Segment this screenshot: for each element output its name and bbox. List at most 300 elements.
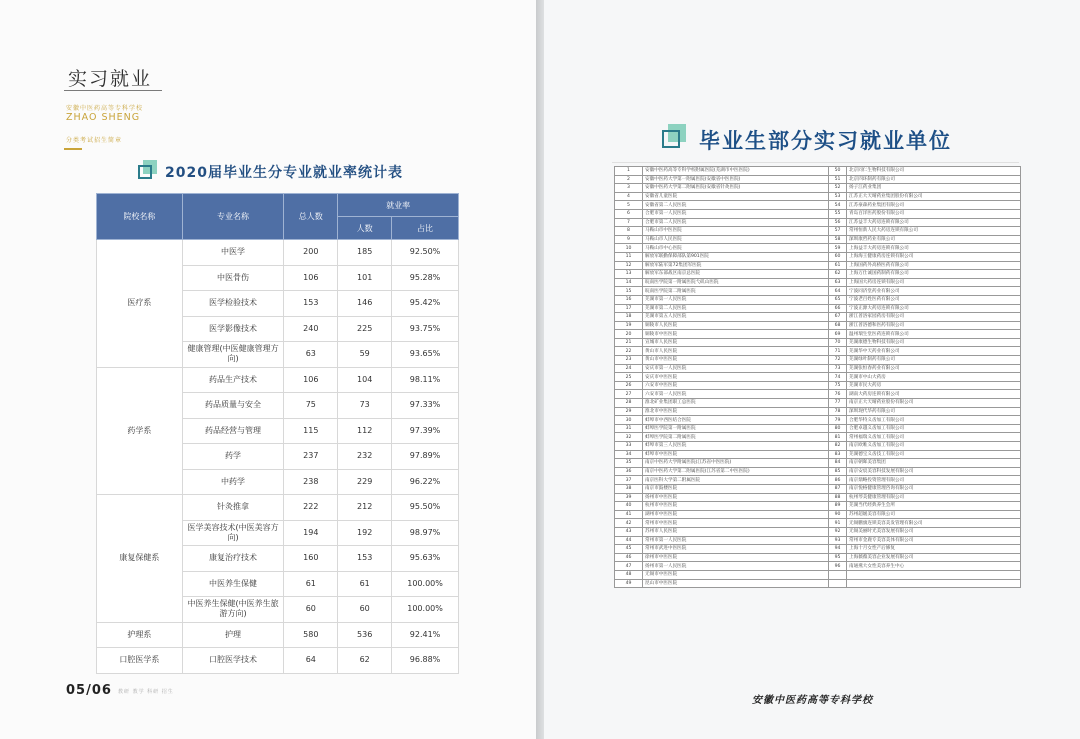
unit-name: 南京朝晖美容集团 [847, 459, 1021, 468]
unit-number: 89 [829, 502, 847, 511]
section-title: 实习就业 [68, 68, 153, 90]
unit-name: 常州市金鹿专美容美体有限公司 [847, 536, 1021, 545]
unit-name: 南京市鼓楼医院 [643, 484, 829, 493]
unit-name: 合肥华特义齿加工有限公司 [847, 416, 1021, 425]
table-row [615, 399, 1021, 408]
unit-name: 南京正大天晴药业股份有限公司 [847, 399, 1021, 408]
unit-number: 3 [615, 184, 643, 193]
unit-name: 芜湖市第一人民医院 [643, 295, 829, 304]
unit-number: 9 [615, 235, 643, 244]
unit-number: 45 [615, 545, 643, 554]
unit-number: 86 [829, 476, 847, 485]
unit-number: 2 [615, 175, 643, 184]
total-cell: 60 [284, 597, 338, 623]
major-cell: 康复治疗技术 [182, 546, 284, 572]
unit-number: 36 [615, 467, 643, 476]
unit-name: 蚌埠医学院第二附属医院 [643, 433, 829, 442]
table-row [615, 175, 1021, 184]
unit-number: 49 [615, 579, 643, 588]
unit-name: 北京四环制药有限公司 [847, 175, 1021, 184]
unit-number: 43 [615, 527, 643, 536]
unit-name: 铜陵市人民医院 [643, 321, 829, 330]
major-cell: 口腔医学技术 [182, 648, 284, 674]
unit-number: 34 [615, 450, 643, 459]
unit-name: 芜湖张恒春药业有限公司 [847, 364, 1021, 373]
unit-number: 76 [829, 390, 847, 399]
unit-number: 66 [829, 304, 847, 313]
unit-number: 10 [615, 244, 643, 253]
ratio-cell: 93.65% [392, 342, 459, 368]
count-cell: 225 [338, 316, 392, 342]
unit-number: 12 [615, 261, 643, 270]
total-cell: 160 [284, 546, 338, 572]
unit-name: 合肥市第一人民医院 [643, 209, 829, 218]
unit-name: 南京安宸美容科技发展有限公司 [847, 467, 1021, 476]
section-divider [64, 90, 162, 91]
major-cell: 药品生产技术 [182, 367, 284, 393]
table-row [615, 201, 1021, 210]
unit-name: 杭州市中医医院 [643, 502, 829, 511]
unit-name: 皖南医学院第一附属医院弋矶山医院 [643, 278, 829, 287]
unit-name: 江苏豪森药业集团有限公司 [847, 201, 1021, 210]
unit-number: 80 [829, 424, 847, 433]
unit-number: 21 [615, 338, 643, 347]
unit-number [829, 570, 847, 579]
unit-number: 77 [829, 399, 847, 408]
header-dept: 院校名称 [97, 194, 183, 240]
unit-number: 91 [829, 519, 847, 528]
unit-number: 62 [829, 270, 847, 279]
unit-name: 常州市中医医院 [643, 519, 829, 528]
unit-number: 23 [615, 356, 643, 365]
school-name-small: 安徽中医药高等专科学校 [66, 105, 144, 112]
unit-name: 扬子江药业集团 [847, 184, 1021, 193]
unit-number: 78 [829, 407, 847, 416]
table-row [615, 390, 1021, 399]
unit-name: 常州市武进中医医院 [643, 545, 829, 554]
unit-name: 南通燕大女性美容养生中心 [847, 562, 1021, 571]
total-cell: 75 [284, 393, 338, 419]
major-cell: 医学检验技术 [182, 291, 284, 317]
unit-number: 64 [829, 287, 847, 296]
major-cell: 中医骨伤 [182, 265, 284, 291]
unit-name: 常州市第一人民医院 [643, 536, 829, 545]
unit-name: 徐州市中医医院 [643, 553, 829, 562]
ratio-cell: 96.88% [392, 648, 459, 674]
table-row [615, 459, 1021, 468]
table-row [97, 622, 459, 648]
count-cell: 73 [338, 393, 392, 419]
count-cell: 185 [338, 240, 392, 266]
unit-number: 25 [615, 373, 643, 382]
footer-tags: 教研 教学 科研 招生 [118, 689, 174, 695]
unit-name: 上海十月女性产后修复 [847, 545, 1021, 554]
unit-number: 58 [829, 235, 847, 244]
header-count: 人数 [338, 217, 392, 240]
major-cell: 针灸推拿 [182, 495, 284, 521]
total-cell: 222 [284, 495, 338, 521]
unit-name: 芜湖市民大药房 [847, 381, 1021, 390]
unit-name: 安徽中医药大学第一附属医院(安徽省中医医院) [643, 175, 829, 184]
table-row [615, 570, 1021, 579]
unit-number: 15 [615, 287, 643, 296]
table-row [615, 381, 1021, 390]
unit-name: 安徽省第二人民医院 [643, 201, 829, 210]
unit-name: 杭州琴美健康管理有限公司 [847, 493, 1021, 502]
table-row [615, 338, 1021, 347]
unit-number: 30 [615, 416, 643, 425]
unit-number: 29 [615, 407, 643, 416]
unit-number: 96 [829, 562, 847, 571]
unit-name: 南京鼎略投资管理有限公司 [847, 476, 1021, 485]
total-cell: 194 [284, 520, 338, 546]
table-row [615, 553, 1021, 562]
unit-name: 上海益丰大药房连锁有限公司 [847, 244, 1021, 253]
unit-name: 铜陵市中医医院 [643, 330, 829, 339]
unit-number: 93 [829, 536, 847, 545]
header-total: 总人数 [284, 194, 338, 240]
unit-name: 上海万仕诚国药制药有限公司 [847, 270, 1021, 279]
table-row [615, 433, 1021, 442]
count-cell: 112 [338, 418, 392, 444]
dept-cell: 康复保健系 [97, 495, 183, 623]
unit-name: 宁波正源大药房连锁有限公司 [847, 304, 1021, 313]
unit-number: 61 [829, 261, 847, 270]
unit-name: 宁波同济堂药业有限公司 [847, 287, 1021, 296]
major-cell: 药品经营与管理 [182, 418, 284, 444]
ratio-cell: 97.89% [392, 444, 459, 470]
table-row [615, 519, 1021, 528]
ratio-cell: 100.00% [392, 571, 459, 597]
unit-name: 马鞍山市人民医院 [643, 235, 829, 244]
unit-number: 88 [829, 493, 847, 502]
unit-number: 13 [615, 270, 643, 279]
unit-number: 46 [615, 553, 643, 562]
table-row [615, 209, 1021, 218]
unit-name: 六安市第一人民医院 [643, 390, 829, 399]
unit-name: 蚌埠市第三人民医院 [643, 442, 829, 451]
unit-name: 昆山市中医医院 [643, 579, 829, 588]
unit-number: 67 [829, 313, 847, 322]
unit-name: 芜湖康德生物科技有限公司 [847, 338, 1021, 347]
table-row [615, 484, 1021, 493]
unit-name: 湖南大药房连锁有限公司 [847, 390, 1021, 399]
unit-name: 常州恒新人民大药房连锁有限公司 [847, 227, 1021, 236]
unit-name: 芜湖华中天药业有限公司 [847, 347, 1021, 356]
units-divider [612, 162, 1019, 163]
unit-number: 87 [829, 484, 847, 493]
unit-name: 安庆市第一人民医院 [643, 364, 829, 373]
page-number: 05/06 [66, 683, 112, 698]
unit-name: 上海薇薇美容企业发展有限公司 [847, 553, 1021, 562]
table-row [615, 356, 1021, 365]
unit-number: 82 [829, 442, 847, 451]
unit-name: 南京中医药大学第二附属医院(江苏省第二中医医院) [643, 467, 829, 476]
total-cell: 580 [284, 622, 338, 648]
unit-name: 青岛百洋医药股份有限公司 [847, 209, 1021, 218]
employment-rate-table [96, 193, 459, 674]
table-row [615, 270, 1021, 279]
ratio-cell: 92.50% [392, 240, 459, 266]
unit-name: 马鞍山市中心医院 [643, 244, 829, 253]
units-table [614, 166, 1021, 588]
unit-name: 北京同仁生物科技有限公司 [847, 167, 1021, 176]
ratio-cell: 95.50% [392, 495, 459, 521]
table-row [615, 373, 1021, 382]
header-rate: 就业率 [338, 194, 459, 217]
ratio-cell: 97.39% [392, 418, 459, 444]
table-row [615, 416, 1021, 425]
table-row [615, 287, 1021, 296]
total-cell: 115 [284, 418, 338, 444]
count-cell: 192 [338, 520, 392, 546]
table-row [615, 467, 1021, 476]
unit-name: 深圳康哲药业有限公司 [847, 235, 1021, 244]
unit-name: 上海国药外高桥医药有限公司 [847, 261, 1021, 270]
unit-number: 56 [829, 218, 847, 227]
unit-name: 扬州市中医医院 [643, 493, 829, 502]
unit-name: 解放军陆军第72集团军医院 [643, 261, 829, 270]
unit-number: 28 [615, 399, 643, 408]
unit-number: 35 [615, 459, 643, 468]
table-row [615, 184, 1021, 193]
unit-number: 63 [829, 278, 847, 287]
unit-name: 合肥卓越义齿加工有限公司 [847, 424, 1021, 433]
unit-number: 8 [615, 227, 643, 236]
unit-name: 江苏益丰大药房连锁有限公司 [847, 218, 1021, 227]
dept-cell: 护理系 [97, 622, 183, 648]
table-row [615, 192, 1021, 201]
unit-number: 47 [615, 562, 643, 571]
unit-name: 湖州市中医医院 [643, 510, 829, 519]
unit-name: 解放军联勤保障部队第901医院 [643, 252, 829, 261]
unit-number: 6 [615, 209, 643, 218]
table-row [615, 227, 1021, 236]
unit-number: 16 [615, 295, 643, 304]
major-cell: 健康管理(中医健康管理方向) [182, 342, 284, 368]
table-row [97, 495, 459, 521]
unit-name: 芜湖绿叶制药有限公司 [847, 356, 1021, 365]
table-row [615, 304, 1021, 313]
unit-name: 安徽省儿童医院 [643, 192, 829, 201]
major-cell: 中药学 [182, 469, 284, 495]
gold-divider [64, 148, 82, 150]
school-footer: 安徽中医药高等专科学校 [752, 695, 873, 706]
total-cell: 240 [284, 316, 338, 342]
unit-number: 20 [615, 330, 643, 339]
major-cell: 药品质量与安全 [182, 393, 284, 419]
table-row [615, 493, 1021, 502]
table-row [97, 648, 459, 674]
count-cell: 146 [338, 291, 392, 317]
table-row [615, 579, 1021, 588]
unit-number: 33 [615, 442, 643, 451]
unit-name: 合肥市第二人民医院 [643, 218, 829, 227]
unit-name: 宁波老百姓医药有限公司 [847, 295, 1021, 304]
total-cell: 63 [284, 342, 338, 368]
table-row [615, 295, 1021, 304]
unit-number: 17 [615, 304, 643, 313]
unit-number: 53 [829, 192, 847, 201]
dept-cell: 药学系 [97, 367, 183, 495]
unit-number: 5 [615, 201, 643, 210]
unit-number: 44 [615, 536, 643, 545]
unit-number: 18 [615, 313, 643, 322]
major-cell: 护理 [182, 622, 284, 648]
unit-number: 68 [829, 321, 847, 330]
unit-number: 22 [615, 347, 643, 356]
unit-name: 温州瑞生堂医药连锁有限公司 [847, 330, 1021, 339]
unit-name: 南京悦格健康管理咨询有限公司 [847, 484, 1021, 493]
table-row [615, 218, 1021, 227]
ratio-cell: 95.42% [392, 291, 459, 317]
table-row [615, 442, 1021, 451]
unit-name: 上海海王健康药房连锁有限公司 [847, 252, 1021, 261]
units-title-outline-square-icon [662, 130, 680, 148]
unit-number: 85 [829, 467, 847, 476]
count-cell: 212 [338, 495, 392, 521]
unit-number: 27 [615, 390, 643, 399]
unit-number: 69 [829, 330, 847, 339]
table-row [97, 240, 459, 266]
unit-number: 65 [829, 295, 847, 304]
zhao-sheng-label: ZHAO SHENG [66, 112, 141, 123]
table-row [615, 347, 1021, 356]
table-title: 2020届毕业生分专业就业率统计表 [165, 165, 403, 181]
table-row [97, 367, 459, 393]
unit-number: 37 [615, 476, 643, 485]
title-outline-square-icon [138, 165, 152, 179]
unit-number: 11 [615, 252, 643, 261]
table-row [615, 235, 1021, 244]
unit-name: 解放军东部战区南京总医院 [643, 270, 829, 279]
unit-number: 32 [615, 433, 643, 442]
unit-number: 19 [615, 321, 643, 330]
table-row [615, 244, 1021, 253]
table-row [615, 321, 1021, 330]
unit-name: 安庆市中医医院 [643, 373, 829, 382]
table-row [615, 450, 1021, 459]
unit-number: 75 [829, 381, 847, 390]
unit-name [847, 570, 1021, 579]
unit-number: 1 [615, 167, 643, 176]
ratio-cell: 100.00% [392, 597, 459, 623]
major-cell: 医学影像技术 [182, 316, 284, 342]
count-cell: 62 [338, 648, 392, 674]
unit-number: 81 [829, 433, 847, 442]
unit-name: 蚌埠医学院第一附属医院 [643, 424, 829, 433]
unit-name: 蚌埠市中医医院 [643, 450, 829, 459]
unit-name: 上海国大药房连锁有限公司 [847, 278, 1021, 287]
table-row [615, 330, 1021, 339]
unit-number: 55 [829, 209, 847, 218]
unit-name: 扬州市第一人民医院 [643, 562, 829, 571]
major-cell: 中医养生保健 [182, 571, 284, 597]
unit-name: 南京医科大学第二附属医院 [643, 476, 829, 485]
count-cell: 104 [338, 367, 392, 393]
unit-name: 苏州超媛美容有限公司 [847, 510, 1021, 519]
table-row [615, 562, 1021, 571]
total-cell: 200 [284, 240, 338, 266]
ratio-cell: 98.11% [392, 367, 459, 393]
unit-name: 江苏正大天晴药业集团股份有限公司 [847, 192, 1021, 201]
units-title: 毕业生部分实习就业单位 [699, 129, 952, 153]
unit-name: 芜湖市第二人民医院 [643, 304, 829, 313]
unit-number: 24 [615, 364, 643, 373]
unit-name: 黄山市人民医院 [643, 347, 829, 356]
ratio-cell: 98.97% [392, 520, 459, 546]
unit-number: 57 [829, 227, 847, 236]
ratio-cell: 96.22% [392, 469, 459, 495]
count-cell: 536 [338, 622, 392, 648]
dept-cell: 口腔医学系 [97, 648, 183, 674]
unit-number: 90 [829, 510, 847, 519]
unit-name: 六安市中医医院 [643, 381, 829, 390]
count-cell: 101 [338, 265, 392, 291]
unit-name: 安徽中医药高等专科学校附属医院(芜湖市中医医院) [643, 167, 829, 176]
unit-number: 7 [615, 218, 643, 227]
unit-name: 蚌埠市中西医结合医院 [643, 416, 829, 425]
unit-name: 苏州市人民医院 [643, 527, 829, 536]
unit-number: 94 [829, 545, 847, 554]
brochure-subtitle: 分类考试招生简章 [66, 137, 123, 144]
unit-number [829, 579, 847, 588]
ratio-cell: 97.33% [392, 393, 459, 419]
table-row [615, 407, 1021, 416]
total-cell: 61 [284, 571, 338, 597]
unit-name: 南京中医药大学附属医院(江苏省中医医院) [643, 459, 829, 468]
unit-number: 71 [829, 347, 847, 356]
ratio-cell: 92.41% [392, 622, 459, 648]
count-cell: 229 [338, 469, 392, 495]
count-cell: 61 [338, 571, 392, 597]
total-cell: 106 [284, 367, 338, 393]
total-cell: 64 [284, 648, 338, 674]
unit-number: 31 [615, 424, 643, 433]
unit-name: 黄山市中医医院 [643, 356, 829, 365]
table-row [615, 476, 1021, 485]
unit-number: 48 [615, 570, 643, 579]
unit-number: 70 [829, 338, 847, 347]
unit-number: 79 [829, 416, 847, 425]
unit-name: 芜湖德宝义齿技工有限公司 [847, 450, 1021, 459]
table-row [615, 545, 1021, 554]
unit-name: 南京欧唯义齿加工有限公司 [847, 442, 1021, 451]
unit-name: 芜湖当代经典养生会所 [847, 502, 1021, 511]
dept-cell: 医疗系 [97, 240, 183, 368]
unit-number: 73 [829, 364, 847, 373]
unit-number: 39 [615, 493, 643, 502]
major-cell: 医学美容技术(中医美容方向) [182, 520, 284, 546]
table-row [615, 278, 1021, 287]
unit-number: 60 [829, 252, 847, 261]
table-row [615, 510, 1021, 519]
table-row [615, 536, 1021, 545]
table-row [615, 502, 1021, 511]
unit-name: 浙江普洛家园药房有限公司 [847, 313, 1021, 322]
unit-number: 59 [829, 244, 847, 253]
unit-number: 38 [615, 484, 643, 493]
unit-number: 74 [829, 373, 847, 382]
ratio-cell: 93.75% [392, 316, 459, 342]
table-row [615, 527, 1021, 536]
unit-number: 95 [829, 553, 847, 562]
unit-number: 92 [829, 527, 847, 536]
unit-name: 深圳现代华药有限公司 [847, 407, 1021, 416]
unit-number: 4 [615, 192, 643, 201]
unit-name: 无锡美丽时光美容发展有限公司 [847, 527, 1021, 536]
unit-number: 52 [829, 184, 847, 193]
